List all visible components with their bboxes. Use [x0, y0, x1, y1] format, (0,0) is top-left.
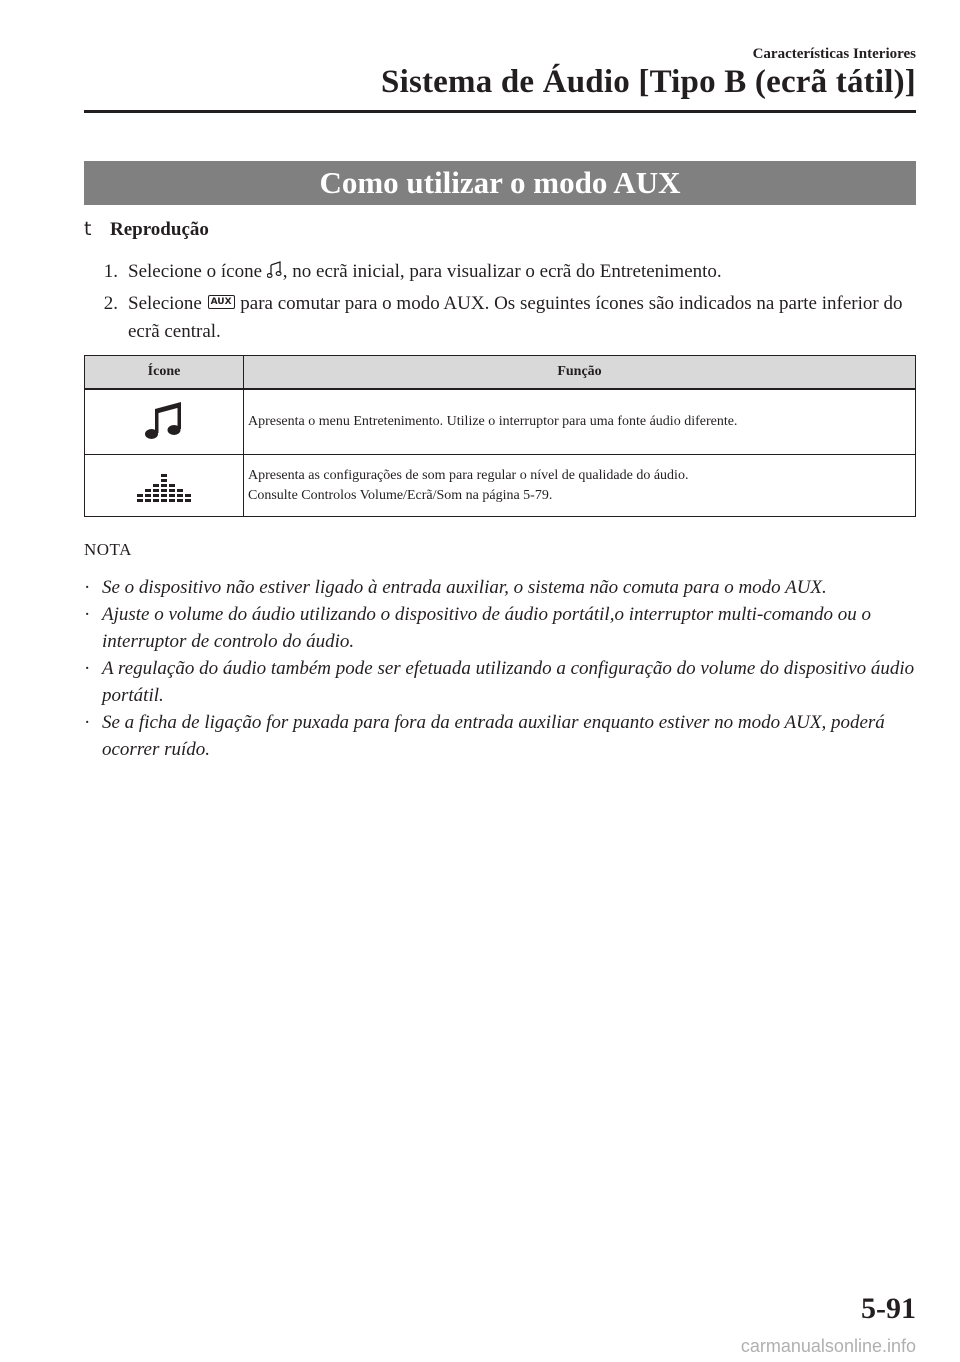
equalizer-bar: [161, 479, 167, 482]
subsection-bullet: t: [84, 218, 92, 240]
header-subtitle: Características Interiores: [752, 46, 916, 62]
equalizer-bar: [177, 489, 183, 492]
list-item: · Se o dispositivo não estiver ligado à entrada auxiliar, o sistema não comuta para o modo AUX.: [84, 577, 827, 598]
music-note-icon: [142, 431, 186, 446]
equalizer-bar: [153, 489, 159, 492]
equalizer-bar: [145, 489, 151, 492]
equalizer-bar: [177, 499, 183, 502]
equalizer-icon: [136, 494, 192, 509]
equalizer-bar: [185, 494, 191, 497]
list-item: · Se a ficha de ligação for puxada para fora da entrada auxiliar enquanto estiver no modo AUX, poderá ocorrer ruído.: [84, 712, 885, 760]
section-banner: Como utilizar o modo AUX: [84, 161, 916, 205]
nota-label: NOTA: [84, 540, 132, 559]
equalizer-bar: [153, 484, 159, 487]
list-item: · A regulação do áudio também pode ser efetuada utilizando a configuração do volume do dispositivo áudio portátil.: [84, 658, 915, 706]
equalizer-bar: [145, 499, 151, 502]
equalizer-bar: [177, 494, 183, 497]
equalizer-bar: [161, 484, 167, 487]
music-note-icon: [267, 260, 283, 288]
header-rule: [84, 110, 916, 113]
watermark: carmanualsonline.info: [740, 1336, 916, 1356]
equalizer-bar: [169, 499, 175, 502]
table-cell-description: Apresenta as configurações de som para regular o nível de qualidade do áudio. Consulte Controlos Volume/Ecrã/Som na página 5-79.: [244, 455, 916, 517]
step-item: [84, 258, 916, 288]
step-number: 1.: [103, 261, 118, 282]
equalizer-bar: [153, 494, 159, 497]
aux-key-icon: AUX: [208, 295, 235, 309]
header-title: Sistema de Áudio [Tipo B (ecrã tátil)]: [381, 64, 916, 100]
step-text: Selecione AUX para comutar para o modo AUX. Os seguintes ícones são indicados na parte inferior do ecrã central.: [128, 293, 903, 342]
list-item: · Ajuste o volume do áudio utilizando o dispositivo de áudio portátil,o interruptor multi-comando ou o interruptor de controlo do áudio.: [84, 604, 871, 652]
table-header-cell: Ícone: [85, 356, 244, 390]
step-item: [84, 290, 916, 346]
table-row: [85, 455, 916, 517]
equalizer-bar: [153, 499, 159, 502]
equalizer-bar: [169, 484, 175, 487]
equalizer-bar: [161, 494, 167, 497]
equalizer-bar: [169, 489, 175, 492]
equalizer-bar: [161, 474, 167, 477]
equalizer-bar: [161, 499, 167, 502]
page-number: 5-91: [861, 1292, 916, 1325]
equalizer-bar: [169, 494, 175, 497]
table-header-row: [85, 356, 916, 390]
subsection-title: Reprodução: [110, 219, 209, 240]
table-cell-description: Apresenta o menu Entretenimento. Utilize o interruptor para uma fonte áudio diferente.: [244, 389, 916, 455]
steps-list: [84, 258, 916, 348]
step-text: Selecione o ícone , no ecrã inicial, para visualizar o ecrã do Entretenimento.: [128, 258, 916, 288]
equalizer-bar: [185, 499, 191, 502]
subsection-heading: [84, 218, 209, 241]
table-row: [85, 389, 916, 455]
table-header-cell: Função: [244, 356, 916, 390]
equalizer-bar: [137, 499, 143, 502]
equalizer-bar: [145, 494, 151, 497]
icon-function-table: [84, 355, 916, 517]
equalizer-bar: [161, 489, 167, 492]
equalizer-bar: [137, 494, 143, 497]
nota-list: [84, 574, 916, 763]
step-number: 2.: [103, 293, 118, 314]
